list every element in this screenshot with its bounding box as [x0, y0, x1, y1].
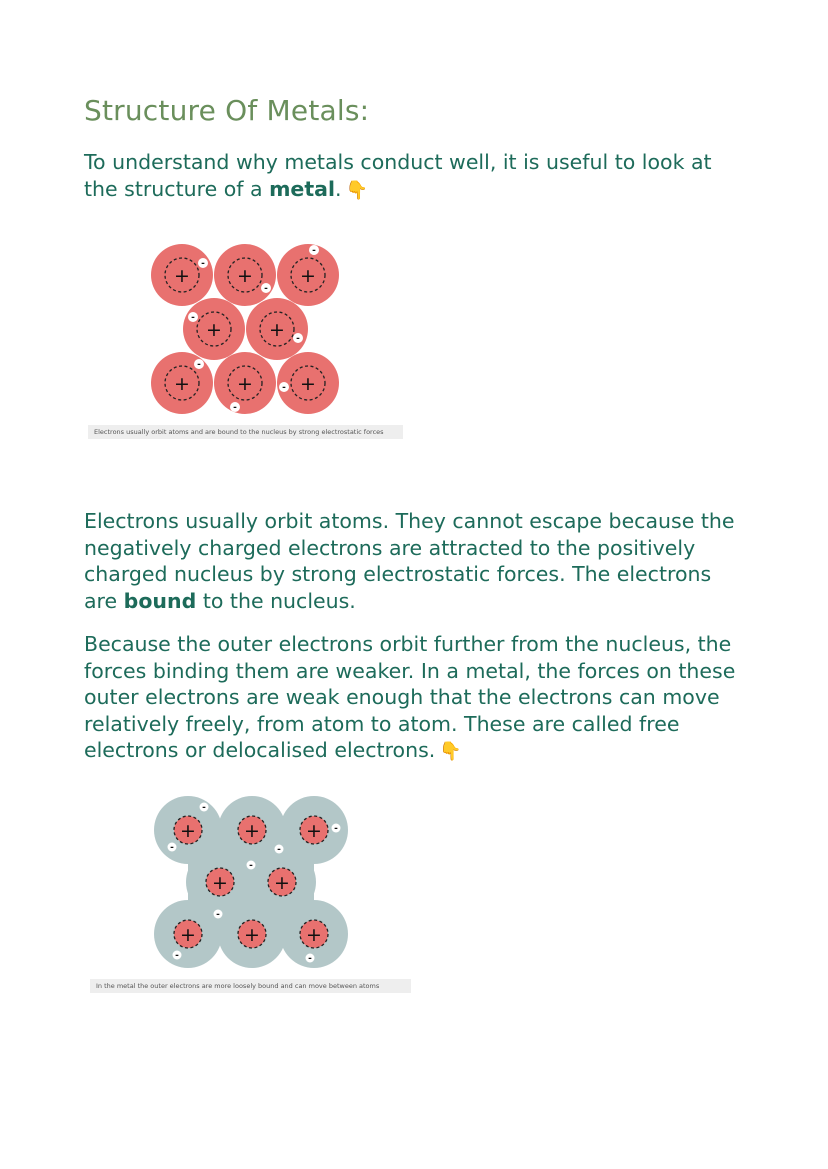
electron-minus: -	[216, 910, 220, 920]
nucleus-plus: +	[269, 319, 285, 341]
electron-minus: -	[312, 246, 316, 256]
intro-text: To understand why metals conduct well, it is useful to look at the structure of a	[84, 150, 712, 201]
ion-plus: +	[180, 924, 196, 946]
intro-bold-term: metal	[269, 176, 335, 201]
pointing-down-icon: 👇	[439, 741, 462, 763]
electron-minus: -	[282, 383, 286, 393]
electron-minus: -	[296, 334, 300, 344]
electron-minus: -	[197, 360, 201, 370]
page-title: Structure Of Metals:	[84, 94, 370, 127]
nucleus-plus: +	[237, 265, 253, 287]
electron-minus: -	[264, 284, 268, 294]
ion-plus: +	[244, 820, 260, 842]
ion-plus: +	[180, 820, 196, 842]
atom-row-middle	[183, 298, 308, 360]
figure-delocalised-electrons	[152, 792, 352, 972]
ion-plus: +	[306, 820, 322, 842]
electron-minus: -	[170, 843, 174, 853]
ion-plus: +	[274, 872, 290, 894]
para2-after: to the nucleus.	[196, 588, 356, 613]
figure2-caption: In the metal the outer electrons are more loosely bound and can move between atoms	[90, 979, 411, 993]
electron-minus: -	[277, 845, 281, 855]
nucleus-plus: +	[300, 265, 316, 287]
nucleus-plus: +	[206, 319, 222, 341]
electron-minus: -	[308, 954, 312, 964]
electron-minus: -	[202, 803, 206, 813]
para2-bold-term: bound	[123, 588, 197, 613]
ion-plus: +	[212, 872, 228, 894]
nucleus-plus: +	[300, 373, 316, 395]
nucleus-plus: +	[237, 373, 253, 395]
intro-paragraph	[84, 149, 744, 204]
electron-minus: -	[201, 259, 205, 269]
intro-after: .	[335, 176, 342, 201]
ion-plus: +	[244, 924, 260, 946]
paragraph-free-electrons	[84, 631, 744, 766]
nucleus-plus: +	[174, 265, 190, 287]
electron-minus: -	[249, 861, 253, 871]
electron-minus: -	[175, 951, 179, 961]
para3-text: Because the outer electrons orbit further from the nucleus, the forces binding them are weaker. In a metal, the forces on these outer electrons are weak enough that the electrons can move relatively freely, from atom to atom. These are called free electrons or delocalised electrons.	[84, 632, 736, 763]
nucleus-plus: +	[174, 373, 190, 395]
figure1-caption: Electrons usually orbit atoms and are bound to the nucleus by strong electrostatic forces	[88, 425, 403, 439]
paragraph-bound-electrons	[84, 508, 744, 614]
pointing-down-icon: 👇	[345, 179, 368, 201]
electron-minus: -	[334, 824, 338, 834]
electron-minus: -	[191, 313, 195, 323]
ion-plus: +	[306, 924, 322, 946]
para2-text: Electrons usually orbit atoms. They cannot escape because the negatively charged electrons are attracted to the positively charged nucleus by strong electrostatic forces. The electrons are	[84, 509, 735, 613]
figure-bound-atoms	[148, 240, 344, 420]
electron-minus: -	[233, 403, 237, 413]
